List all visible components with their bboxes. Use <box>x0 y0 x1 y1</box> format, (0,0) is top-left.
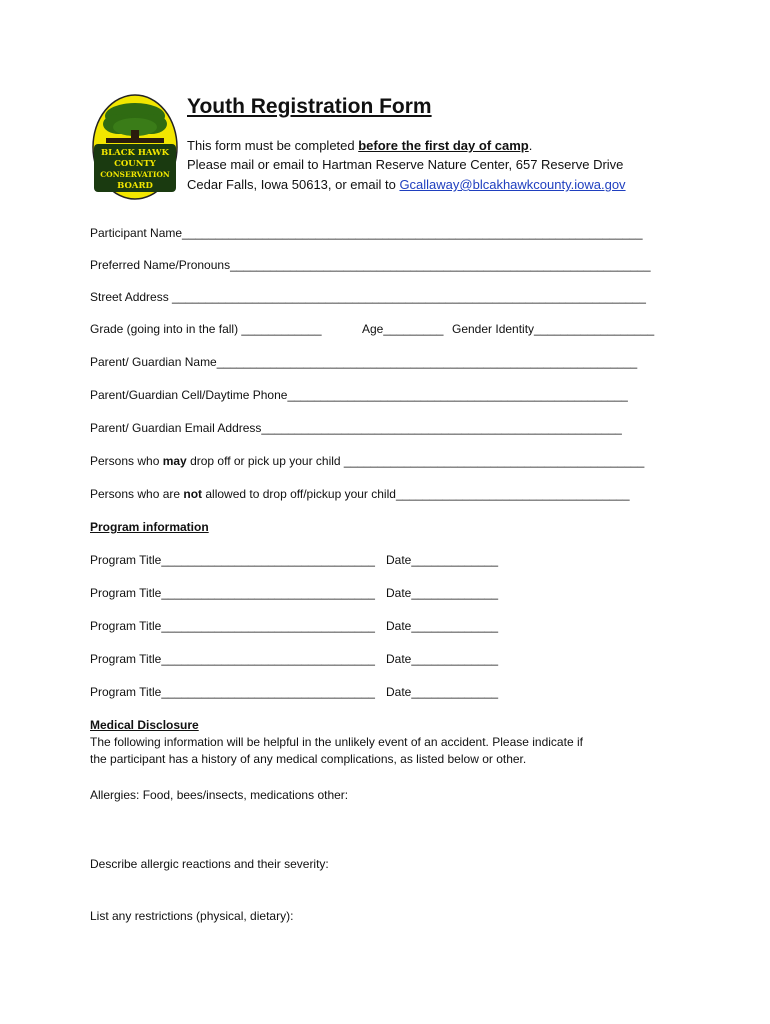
medical-disclosure-heading: Medical Disclosure <box>90 718 199 732</box>
street-address-field[interactable]: Street Address _______________________________________________________________________ <box>90 290 646 304</box>
logo-text-line: BLACK HAWK <box>100 148 170 158</box>
medical-paragraph-line-1: The following information will be helpful in the unlikely event of an accident. Please indicate if <box>90 735 583 749</box>
restrictions-field[interactable]: List any restrictions (physical, dietary): <box>90 909 294 923</box>
program-date-field[interactable]: Date_____________ <box>386 586 499 600</box>
guardian-email-field[interactable]: Parent/ Guardian Email Address______________________________________________________ <box>90 421 622 435</box>
program-title-field[interactable]: Program Title________________________________ <box>90 553 375 567</box>
intro-line-2: Please mail or email to Hartman Reserve Nature Center, 657 Reserve Drive <box>187 157 624 172</box>
not-emphasis: not <box>183 487 203 501</box>
intro-line-1 <box>187 138 532 153</box>
program-title-field[interactable]: Program Title________________________________ <box>90 685 375 699</box>
allergic-reactions-field[interactable]: Describe allergic reactions and their severity: <box>90 857 329 871</box>
pickup-denied-label: Persons who are <box>90 487 184 501</box>
guardian-phone-field[interactable]: Parent/Guardian Cell/Daytime Phone___________________________________________________ <box>90 388 628 402</box>
program-date-field[interactable]: Date_____________ <box>386 619 499 633</box>
program-date-field[interactable]: Date_____________ <box>386 553 499 567</box>
program-info-heading: Program information <box>90 520 209 534</box>
medical-paragraph-line-2: the participant has a history of any medical complications, as listed below or other. <box>90 752 527 766</box>
conservation-board-logo <box>92 94 178 200</box>
program-title-field[interactable]: Program Title________________________________ <box>90 619 375 633</box>
pickup-denied-line: allowed to drop off/pickup your child___________________________________ <box>202 487 630 501</box>
logo-text-line: COUNTY <box>114 159 156 169</box>
pickup-denied-field[interactable] <box>90 487 630 501</box>
preferred-name-field[interactable]: Preferred Name/Pronouns_______________________________________________________________ <box>90 258 651 272</box>
pickup-allowed-field[interactable] <box>90 454 644 468</box>
pickup-allowed-line: drop off or pick up your child _____________________________________________ <box>186 454 645 468</box>
intro-line-3-text: Cedar Falls, Iowa 50613, or email to <box>187 177 400 192</box>
program-title-field[interactable]: Program Title________________________________ <box>90 586 375 600</box>
intro-line-1-end: . <box>528 138 533 153</box>
program-date-field[interactable]: Date_____________ <box>386 652 499 666</box>
age-field[interactable]: Age_________ <box>362 322 444 336</box>
gender-identity-field[interactable]: Gender Identity__________________ <box>452 322 655 336</box>
logo-text-line: CONSERVATION <box>100 170 170 179</box>
participant-name-field[interactable]: Participant Name_____________________________________________________________________ <box>90 226 643 240</box>
pickup-allowed-label: Persons who <box>90 454 163 468</box>
may-emphasis: may <box>162 454 187 468</box>
guardian-name-field[interactable]: Parent/ Guardian Name_______________________________________________________________ <box>90 355 638 369</box>
program-date-field[interactable]: Date_____________ <box>386 685 499 699</box>
email-link[interactable]: Gcallaway@blcakhawkcounty.iowa.gov <box>399 177 626 192</box>
intro-line-3 <box>187 177 626 192</box>
program-title-field[interactable]: Program Title________________________________ <box>90 652 375 666</box>
intro-line-1-text: This form must be completed <box>187 138 359 153</box>
form-title: Youth Registration Form <box>187 95 432 118</box>
deadline-emphasis: before the first day of camp <box>358 138 529 153</box>
allergies-field[interactable]: Allergies: Food, bees/insects, medications other: <box>90 788 349 802</box>
grade-field[interactable]: Grade (going into in the fall) ____________ <box>90 322 322 336</box>
logo-text-line: BOARD <box>117 181 153 191</box>
